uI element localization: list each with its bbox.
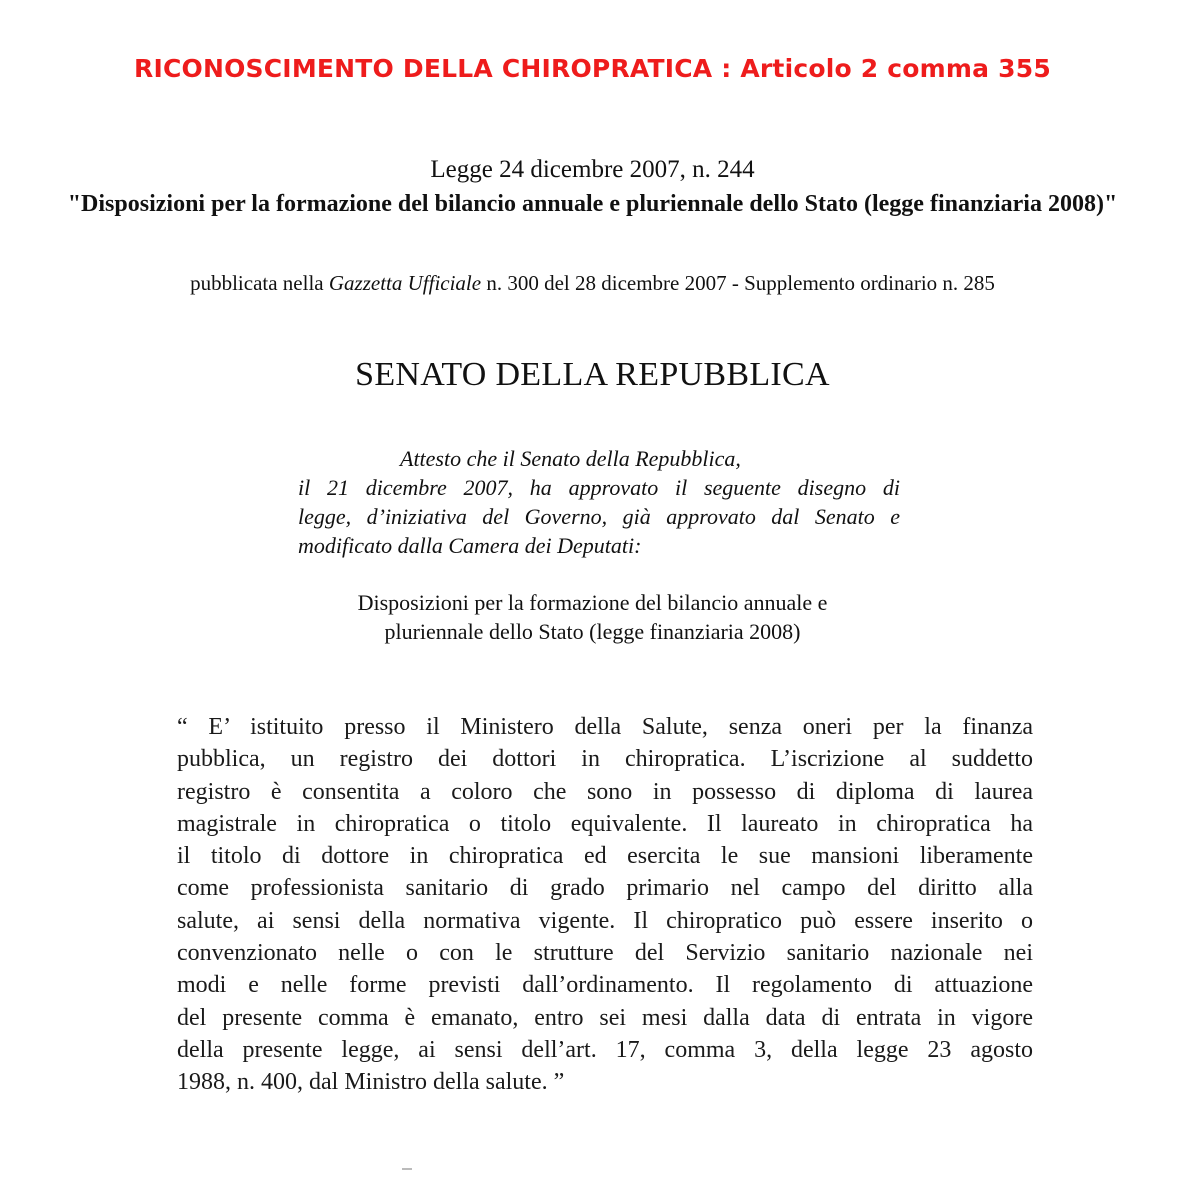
attestation-line: modificato dalla Camera dei Deputati: <box>298 533 642 558</box>
quote-line: del presente comma è emanato, entro sei mesi dalla data di entrata in vigore <box>177 1004 1033 1031</box>
gazette-suffix: n. 300 del 28 dicembre 2007 - Supplemento ordinario n. 285 <box>481 271 995 295</box>
quote-line: magistrale in chiropratica o titolo equivalente. Il laureato in chiropratica ha <box>177 810 1033 837</box>
attestation-line: il 21 dicembre 2007, ha approvato il seguente disegno di <box>298 475 900 500</box>
law-reference: Legge 24 dicembre 2007, n. 244 <box>430 156 755 183</box>
gazette-prefix: pubblicata nella <box>190 271 329 295</box>
quote-line: come professionista sanitario di grado primario nel campo del diritto alla <box>177 875 1033 902</box>
quote-line: della presente legge, ai sensi dell’art. 17, comma 3, della legge 23 agosto <box>177 1036 1033 1063</box>
article-quote <box>177 711 1033 1099</box>
quote-line: salute, ai sensi della normativa vigente. Il chiropratico può essere inserito o <box>177 907 1033 934</box>
bill-title <box>0 588 1185 646</box>
bill-title-line: Disposizioni per la formazione del bilancio annuale e <box>357 590 828 615</box>
quote-line: il titolo di dottore in chiropratica ed esercita le sue mansioni liberamente <box>177 843 1033 870</box>
quote-line: modi e nelle forme previsti dall’ordinamento. Il regolamento di attuazione <box>177 972 1033 999</box>
gazette-name: Gazzetta Ufficiale <box>328 271 482 295</box>
quote-line: convenzionato nelle o con le strutture del Servizio sanitario nazionale nei <box>177 940 1033 967</box>
quote-line: “ E’ istituito presso il Ministero della Salute, senza oneri per la finanza <box>177 714 1033 740</box>
gazette-publication-note <box>0 271 1185 296</box>
senate-attestation <box>298 444 900 560</box>
page-banner-title: RICONOSCIMENTO DELLA CHIROPRATICA : Articolo 2 comma 355 <box>134 54 1051 83</box>
quote-line: pubblica, un registro dei dottori in chiropratica. L’iscrizione al suddetto <box>177 746 1033 773</box>
bill-title-line: pluriennale dello Stato (legge finanziaria 2008) <box>384 619 801 644</box>
quote-line: 1988, n. 400, dal Ministro della salute. ” <box>177 1069 565 1096</box>
law-title: "Disposizioni per la formazione del bilancio annuale e pluriennale dello Stato (legge finanziaria 2008)" <box>67 191 1118 217</box>
attestation-line: Attesto che il Senato della Repubblica, <box>400 446 741 471</box>
scan-artifact-mark <box>402 1168 412 1170</box>
quote-line: registro è consentita a coloro che sono in possesso di diploma di laurea <box>177 778 1033 805</box>
senate-heading: SENATO DELLA REPUBBLICA <box>355 356 830 393</box>
attestation-line: legge, d’iniziativa del Governo, già approvato dal Senato e <box>298 504 900 529</box>
